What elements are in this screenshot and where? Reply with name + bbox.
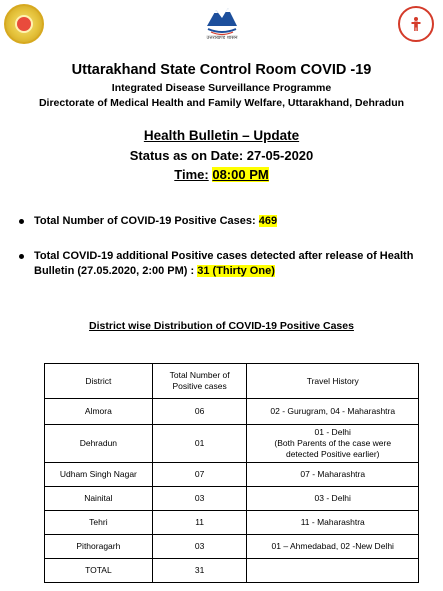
travel-line1: 01 - Delhi: [314, 427, 351, 437]
travel-line3: detected Positive earlier): [285, 449, 380, 459]
district-header: District: [45, 364, 153, 399]
directorate-title: Directorate of Medical Health and Family Welfare, Uttarakhand, Dehradun: [38, 97, 405, 109]
travel-cell: 11 - Maharashtra: [247, 511, 419, 535]
family-icon: [411, 17, 421, 31]
bullet-dot-icon: [19, 254, 24, 259]
district-cell: Pithoragarh: [45, 535, 153, 559]
total-cases-header: [152, 364, 247, 399]
total-cases-header-line2: Positive cases: [172, 381, 227, 391]
additional-cases-line2: [34, 265, 275, 277]
total-empty-cell: [247, 559, 419, 583]
cases-cell: 11: [152, 511, 247, 535]
nhm-logo: [398, 6, 434, 42]
cases-cell: 01: [152, 425, 247, 463]
total-row: [45, 559, 419, 583]
total-label-cell: TOTAL: [45, 559, 153, 583]
additional-cases-value: 31 (Thirty One): [197, 265, 275, 277]
travel-cell: 07 - Maharashtra: [247, 463, 419, 487]
total-cases-label: Total Number of COVID-19 Positive Cases:: [34, 215, 256, 227]
status-date: Status as on Date: 27-05-2020: [129, 148, 314, 163]
table-row: [45, 463, 419, 487]
travel-cell: 01 – Ahmedabad, 02 -New Delhi: [247, 535, 419, 559]
programme-subtitle: Integrated Disease Surveillance Programme: [111, 82, 332, 94]
table-row: [45, 487, 419, 511]
additional-cases-line1: Total COVID-19 additional Positive cases detected after release of Health: [34, 250, 414, 262]
cases-cell: 07: [152, 463, 247, 487]
table-header-row: [45, 364, 419, 399]
total-cases-value: 469: [258, 215, 278, 227]
additional-cases-label: Bulletin (27.05.2020, 2:00 PM) :: [34, 265, 195, 277]
total-cases-text: [34, 215, 277, 227]
district-table-title: District wise Distribution of COVID-19 Positive Cases: [89, 320, 354, 332]
cases-cell: 03: [152, 487, 247, 511]
total-cases-header-line1: Total Number of: [169, 370, 230, 380]
district-table: [44, 363, 419, 583]
table-row: [45, 511, 419, 535]
travel-cell: 03 - Delhi: [247, 487, 419, 511]
bullet-dot-icon: [19, 219, 24, 224]
bulletin-title: Health Bulletin – Update: [143, 128, 300, 143]
table-row: [45, 535, 419, 559]
district-cell: Tehri: [45, 511, 153, 535]
idsp-logo: [4, 4, 44, 44]
district-cell: Udham Singh Nagar: [45, 463, 153, 487]
time-label: Time:: [174, 167, 209, 182]
travel-line2: (Both Parents of the case were: [274, 438, 392, 448]
cases-cell: 03: [152, 535, 247, 559]
district-cell: Almora: [45, 399, 153, 425]
district-cell: Dehradun: [45, 425, 153, 463]
district-cell: Nainital: [45, 487, 153, 511]
time-value: 08:00 PM: [212, 167, 269, 182]
bulletin-time: [0, 167, 443, 182]
cases-cell: 06: [152, 399, 247, 425]
travel-cell: 02 - Gurugram, 04 - Maharashtra: [247, 399, 419, 425]
travel-cell: [247, 425, 419, 463]
idsp-logo-center: [15, 15, 33, 33]
total-cases-cell: 31: [152, 559, 247, 583]
travel-history-header: Travel History: [247, 364, 419, 399]
emblem-caption: उत्तराखण्ड शासन: [206, 35, 238, 41]
table-row: [45, 399, 419, 425]
table-row: [45, 425, 419, 463]
uttarakhand-emblem-icon: [204, 0, 240, 36]
page-title: Uttarakhand State Control Room COVID -19: [71, 62, 372, 78]
